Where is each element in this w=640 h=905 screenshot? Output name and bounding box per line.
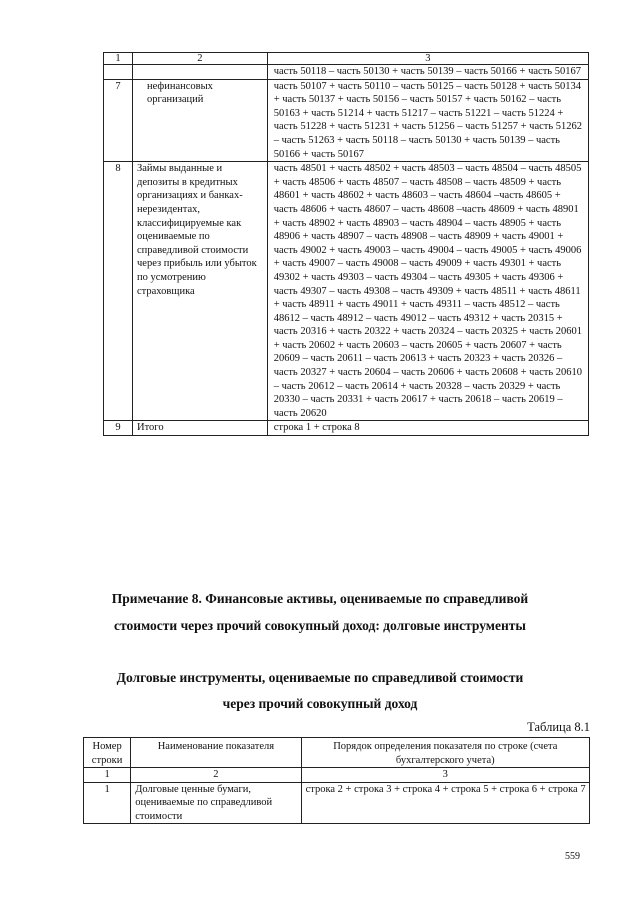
table-numbering-row xyxy=(84,768,590,783)
section-title-line-2: через прочий совокупный доход xyxy=(222,696,418,711)
table-row xyxy=(104,65,589,80)
table-cell: 1 xyxy=(84,768,131,783)
table-cell: 1 xyxy=(104,53,133,65)
row-number: 7 xyxy=(104,79,133,162)
section-title-line-1: Долговые инструменты, оцениваемые по справедливой стоимости xyxy=(116,670,524,685)
row-name xyxy=(133,65,268,80)
row-formula: строка 1 + строка 8 xyxy=(267,421,588,436)
row-number xyxy=(104,65,133,80)
table-row xyxy=(84,782,590,824)
page-number: 559 xyxy=(565,851,580,862)
table-header-row xyxy=(84,738,590,768)
table-numbering-row xyxy=(104,53,589,65)
table-8-1 xyxy=(83,737,590,824)
column-header: Номер строки xyxy=(84,738,131,768)
table-row xyxy=(104,162,589,421)
row-name: нефинансовых организаций xyxy=(133,79,268,162)
row-number: 1 xyxy=(84,782,131,824)
table-cell: 2 xyxy=(133,53,268,65)
table-row xyxy=(104,421,589,436)
row-number: 8 xyxy=(104,162,133,421)
row-name: Займы выданные и депозиты в кредитных организациях и банках-нерезидентах, классифицируемые как оцениваемые по справедливой стоимости через прибыль или убыток по усмотрению страховщика xyxy=(133,162,268,421)
table-continued xyxy=(103,52,589,436)
row-number: 9 xyxy=(104,421,133,436)
table-cell: 3 xyxy=(267,53,588,65)
table-cell: 2 xyxy=(131,768,301,783)
row-formula: часть 50107 + часть 50110 – часть 50125 – часть 50128 + часть 50134 + часть 50137 + часть 50156 – часть 50157 + часть 50162 – часть 50163 + часть 51214 + часть 51217 – часть 51221 – часть 51224 + часть 51228 + часть 51231 + часть 51256 – часть 51257 + часть 51262 – часть 51263 + часть 50118 – часть 50130 + часть 50139 – часть 50166 + часть 50167 xyxy=(267,79,588,162)
table-row xyxy=(104,79,589,162)
row-formula: строка 2 + строка 3 + строка 4 + строка 5 + строка 6 + строка 7 xyxy=(301,782,589,824)
row-formula: часть 50118 – часть 50130 + часть 50139 – часть 50166 + часть 50167 xyxy=(267,65,588,80)
column-header: Порядок определения показателя по строке (счета бухгалтерского учета) xyxy=(301,738,589,768)
note-heading-line-1: Примечание 8. Финансовые активы, оцениваемые по справедливой xyxy=(111,591,529,606)
table-cell: 3 xyxy=(301,768,589,783)
row-name: Долговые ценные бумаги, оцениваемые по справедливой стоимости xyxy=(131,782,301,824)
row-formula: часть 48501 + часть 48502 + часть 48503 – часть 48504 – часть 48505 + часть 48506 + часть 48507 – часть 48508 – часть 48509 + часть 48601 + часть 48602 + часть 48603 – часть 48604 –часть 48605 + часть 48606 + часть 48607 – часть 48608 –часть 48609 + часть 48901 + часть 48902 + часть 48903 – часть 48904 – часть 48905 + часть 48906 + часть 48907 – часть 48908 – часть 48909 + часть 49001 + часть 49002 + часть 49003 – часть 49004 – часть 49005 + часть 49006 + часть 49007 – часть 49008 – часть 49009 + часть 49301 + часть 49302 + часть 49303 – часть 49304 – часть 49305 + часть 49306 + часть 49307 – часть 49308 – часть 49309 + часть 48511 + часть 48611 + часть 48911 + часть 49011 + часть 49311 – часть 48512 – часть 48612 – часть 48912 – часть 49012 – часть 49312 + часть 20315 + часть 20316 + часть 20322 + часть 20324 – часть 20325 + часть 20601 + часть 20602 + часть 20603 – часть 20605 + часть 20607 + часть 20609 – часть 20611 – часть 20613 + часть 20323 + часть 20326 – часть 20327 + часть 20604 – часть 20606 + часть 20608 + часть 20610 – часть 20612 – часть 20614 + часть 20328 – часть 20329 + часть 20330 – часть 20331 + часть 20617 + часть 20618 – часть 20619 – часть 20620 xyxy=(267,162,588,421)
note-heading-line-2: стоимости через прочий совокупный доход: долговые инструменты xyxy=(114,618,526,633)
column-header: Наименование показателя xyxy=(131,738,301,768)
table-label: Таблица 8.1 xyxy=(527,720,590,734)
row-name: Итого xyxy=(133,421,268,436)
